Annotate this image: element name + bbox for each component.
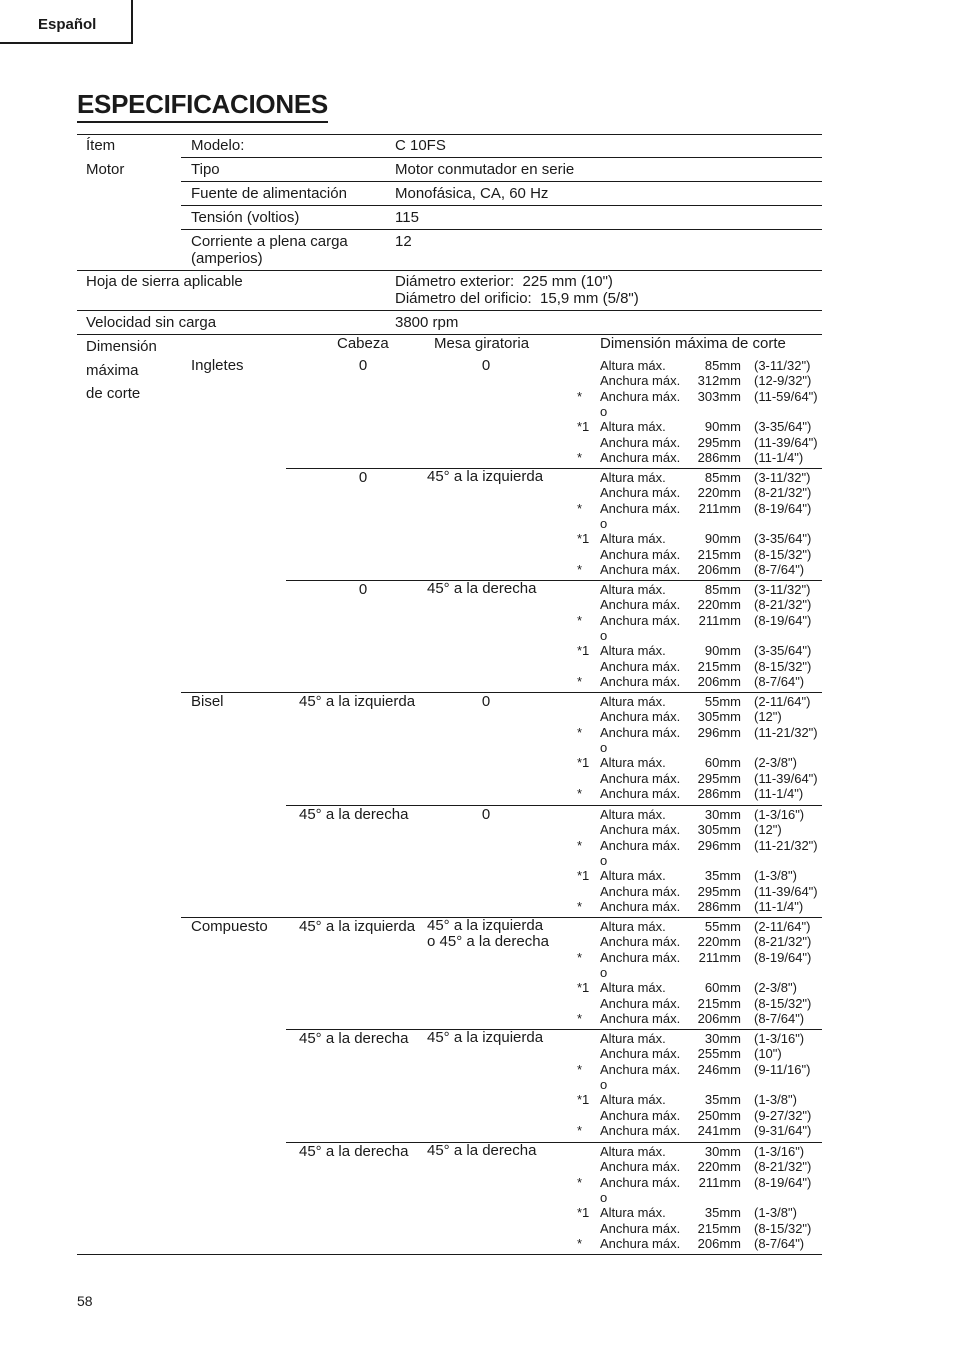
entry-label: o [600,852,608,868]
entry-mm: 303mm [697,388,741,404]
table-angle: 45° a la izquierda [427,1029,544,1046]
entry-inch: (1-3/8") [754,1092,797,1108]
entry-mm: 286mm [697,785,741,801]
table-angle: 0 [481,357,491,374]
entry-label: Altura máx. [600,868,666,884]
entry-inch: (1-3/16") [754,1144,805,1159]
entry-marker: *1 [577,980,590,996]
head-angle: 0 [358,357,368,374]
entry-mm: 296mm [697,837,741,853]
entry-label: Anchura máx. [600,546,681,562]
entry-inch: (9-31/64") [754,1122,812,1138]
entry-label: Anchura máx. [600,658,681,674]
entry-label: Altura máx. [600,980,666,996]
blade-value: Diámetro exterior: 225 mm (10") Diámetro del orificio: 15,9 mm (5/8") [395,273,639,307]
entry-mm: 215mm [697,995,741,1011]
entry-label: Altura máx. [600,755,666,771]
entry-marker: *1 [577,643,590,659]
entry-mm: 295mm [697,770,741,786]
head-angle: 45° a la izquierda [299,918,416,935]
entry-inch: (3-11/32") [754,470,811,485]
entry-mm: 35mm [704,1092,741,1108]
entry-inch: (8-15/32") [754,658,812,674]
entry-mm: 220mm [697,1159,741,1175]
entry-label: Altura máx. [600,470,666,485]
entry-marker: * [577,612,583,628]
entry-marker: * [577,724,583,740]
table-bottom-rule [77,1254,822,1255]
entry-mm: 305mm [697,709,741,725]
entry-mm: 55mm [704,919,741,934]
entry-label: Anchura máx. [600,1107,681,1123]
table-angle: 45° a la derecha [427,580,537,597]
voltage-value: 115 [395,209,419,226]
entry-label: o [600,403,608,419]
entry-marker: * [577,1010,583,1026]
entry-mm: 255mm [697,1046,741,1062]
current-value: 12 [395,233,412,250]
entry-inch: (12-9/32") [754,373,812,389]
row-rule [181,181,822,182]
entry-inch: (8-19/64") [754,949,812,965]
entry-mm: 215mm [697,1220,741,1236]
entry-inch: (8-19/64") [754,500,812,516]
entry-label: Anchura máx. [600,561,681,577]
entry-label: Altura máx. [600,358,666,373]
entry-inch: (2-11/64") [754,919,811,934]
entry-mm: 241mm [697,1122,741,1138]
entry-mm: 286mm [697,449,741,465]
entry-inch: (11-39/64") [754,770,818,786]
entry-label: Altura máx. [600,1205,666,1221]
entry-inch: (8-15/32") [754,1220,812,1236]
entry-label: o [600,739,608,755]
entry-label: Altura máx. [600,1092,666,1108]
entry-label: o [600,1076,608,1092]
entry-label: o [600,964,608,980]
entry-inch: (11-1/4") [754,785,804,801]
head-angle: 45° a la derecha [299,1030,409,1047]
power-source-label: Fuente de alimentación [191,185,347,202]
head-angle: 45° a la derecha [299,806,409,823]
entry-label: Anchura máx. [600,770,681,786]
entry-mm: 312mm [697,373,741,389]
entry-inch: (8-21/32") [754,934,812,950]
entry-mm: 60mm [704,980,741,996]
item-label: Ítem [86,137,116,154]
entry-label: o [600,627,608,643]
entry-inch: (2-3/8") [754,980,797,996]
entry-inch: (8-21/32") [754,1159,812,1175]
entry-label: Anchura máx. [600,837,681,853]
entry-label: Anchura máx. [600,1046,681,1062]
column-table-label: Mesa giratoria [434,335,530,352]
entry-label: Anchura máx. [600,500,681,516]
table-angle: 45° a la derecha [427,1142,537,1159]
entry-inch: (11-1/4") [754,449,804,465]
entry-inch: (10") [754,1046,782,1062]
entry-label: Anchura máx. [600,1174,681,1190]
entry-mm: 85mm [704,358,741,373]
entry-inch: (11-21/32") [754,837,818,853]
entry-mm: 295mm [697,883,741,899]
entry-mm: 60mm [704,755,741,771]
entry-label: Anchura máx. [600,612,681,628]
entry-label: Altura máx. [600,531,666,547]
entry-mm: 211mm [698,500,741,516]
entry-mm: 211mm [698,1174,741,1190]
entry-label: Altura máx. [600,419,666,435]
entry-mm: 85mm [704,582,741,597]
column-dimension-label: Dimensión máxima de corte [600,335,786,352]
entry-label: Anchura máx. [600,1235,681,1251]
row-rule [181,157,822,158]
entry-mm: 286mm [697,898,741,914]
entry-inch: (11-1/4") [754,898,804,914]
entry-mm: 206mm [697,1010,741,1026]
entry-mm: 206mm [697,561,741,577]
cut-group-label: Bisel [191,693,224,710]
table-angle: 45° a la izquierda [427,468,544,485]
entry-marker: * [577,949,583,965]
entry-inch: (3-35/64") [754,531,812,547]
entry-mm: 90mm [704,531,741,547]
entry-marker: *1 [577,868,590,884]
entry-marker: * [577,785,583,801]
entry-mm: 55mm [704,694,741,709]
table-angle: 45° a la izquierda o 45° a la derecha [427,917,549,950]
entry-mm: 215mm [697,546,741,562]
speed-value: 3800 rpm [395,314,459,331]
row-rule [77,310,822,311]
entry-marker: * [577,561,583,577]
voltage-label: Tensión (voltios) [191,209,300,226]
entry-mm: 215mm [697,658,741,674]
page-number: 58 [77,1293,93,1309]
entry-label: Anchura máx. [600,673,681,689]
entry-inch: (1-3/8") [754,868,797,884]
entry-inch: (11-39/64") [754,883,818,899]
entry-marker: *1 [577,755,590,771]
row-rule [181,205,822,206]
entry-mm: 296mm [697,724,741,740]
entry-marker: * [577,1174,583,1190]
entry-inch: (1-3/16") [754,807,805,822]
entry-inch: (1-3/8") [754,1205,797,1221]
entry-inch: (8-7/64") [754,1235,805,1251]
entry-inch: (3-11/32") [754,358,811,373]
row-rule [77,270,822,271]
entry-mm: 211mm [698,949,741,965]
entry-inch: (12") [754,822,782,838]
entry-inch: (8-19/64") [754,612,812,628]
entry-label: Anchura máx. [600,485,681,501]
entry-label: Anchura máx. [600,1220,681,1236]
entry-label: Anchura máx. [600,785,681,801]
table-angle: 0 [481,693,491,710]
entry-label: Altura máx. [600,1031,666,1046]
entry-label: Anchura máx. [600,373,681,389]
entry-marker: * [577,673,583,689]
entry-mm: 220mm [697,934,741,950]
entry-label: o [600,1189,608,1205]
entry-label: Anchura máx. [600,1061,681,1077]
head-angle: 45° a la izquierda [299,693,416,710]
entry-marker: * [577,449,583,465]
entry-label: Anchura máx. [600,724,681,740]
entry-mm: 35mm [704,868,741,884]
cut-group-label: Compuesto [191,918,268,935]
head-angle: 0 [358,469,368,486]
entry-marker: *1 [577,419,590,435]
motor-type-value: Motor conmutador en serie [395,161,575,178]
entry-marker: * [577,1235,583,1251]
entry-label: Anchura máx. [600,822,681,838]
entry-inch: (9-11/16") [754,1061,811,1077]
entry-label: Anchura máx. [600,597,681,613]
row-rule [181,229,822,230]
entry-inch: (3-35/64") [754,419,812,435]
entry-inch: (8-15/32") [754,995,812,1011]
entry-mm: 35mm [704,1205,741,1221]
entry-mm: 246mm [697,1061,741,1077]
entry-inch: (8-7/64") [754,1010,805,1026]
entry-inch: (8-19/64") [754,1174,812,1190]
entry-mm: 220mm [697,485,741,501]
entry-label: Anchura máx. [600,1122,681,1138]
entry-label: Anchura máx. [600,449,681,465]
entry-mm: 211mm [698,612,741,628]
speed-label: Velocidad sin carga [86,314,217,331]
entry-mm: 30mm [704,807,741,822]
entry-inch: (3-35/64") [754,643,812,659]
entry-label: Anchura máx. [600,1159,681,1175]
entry-inch: (11-39/64") [754,434,818,450]
entry-inch: (8-15/32") [754,546,812,562]
entry-label: Anchura máx. [600,898,681,914]
entry-marker: * [577,1122,583,1138]
entry-marker: * [577,388,583,404]
motor-label: Motor [86,161,125,178]
power-source-value: Monofásica, CA, 60 Hz [395,185,549,202]
entry-marker: * [577,898,583,914]
column-head-label: Cabeza [337,335,389,352]
entry-mm: 295mm [697,434,741,450]
entry-mm: 206mm [697,1235,741,1251]
cut-group-label: Ingletes [191,357,244,374]
entry-label: Altura máx. [600,694,666,709]
entry-label: Anchura máx. [600,934,681,950]
table-angle: 0 [481,806,491,823]
blade-label: Hoja de sierra aplicable [86,273,243,290]
entry-label: Anchura máx. [600,1010,681,1026]
entry-inch: (9-27/32") [754,1107,812,1123]
entry-inch: (8-7/64") [754,561,805,577]
head-angle: 45° a la derecha [299,1143,409,1160]
entry-label: Altura máx. [600,919,666,934]
cut-dimension-label: Dimensión máxima de corte [86,338,157,402]
motor-type-label: Tipo [191,161,220,178]
entry-marker: * [577,1061,583,1077]
entry-inch: (11-59/64") [754,388,818,404]
entry-marker: *1 [577,1205,590,1221]
entry-mm: 305mm [697,822,741,838]
language-tab: Español [0,0,133,44]
entry-inch: (12") [754,709,782,725]
entry-mm: 90mm [704,643,741,659]
entry-inch: (8-7/64") [754,673,805,689]
entry-inch: (8-21/32") [754,485,812,501]
entry-marker: * [577,837,583,853]
table-top-rule [77,134,822,135]
entry-mm: 85mm [704,470,741,485]
entry-label: Altura máx. [600,582,666,597]
entry-mm: 90mm [704,419,741,435]
entry-inch: (1-3/16") [754,1031,805,1046]
entry-mm: 206mm [697,673,741,689]
model-value: C 10FS [395,137,446,154]
entry-marker: *1 [577,1092,590,1108]
entry-inch: (11-21/32") [754,724,818,740]
entry-label: Anchura máx. [600,388,681,404]
entry-mm: 30mm [704,1144,741,1159]
entry-mm: 250mm [697,1107,741,1123]
entry-label: Anchura máx. [600,434,681,450]
entry-label: Altura máx. [600,643,666,659]
entry-label: Altura máx. [600,1144,666,1159]
entry-marker: *1 [577,531,590,547]
entry-label: o [600,515,608,531]
entry-label: Anchura máx. [600,709,681,725]
entry-inch: (8-21/32") [754,597,812,613]
entry-label: Altura máx. [600,807,666,822]
entry-marker: * [577,500,583,516]
current-label: Corriente a plena carga (amperios) [191,233,348,267]
entry-inch: (2-11/64") [754,694,811,709]
entry-inch: (3-11/32") [754,582,811,597]
entry-mm: 30mm [704,1031,741,1046]
head-angle: 0 [358,581,368,598]
model-label: Modelo: [191,137,245,154]
entry-mm: 220mm [697,597,741,613]
entry-label: Anchura máx. [600,995,681,1011]
entry-label: Anchura máx. [600,883,681,899]
entry-inch: (2-3/8") [754,755,797,771]
page-title: ESPECIFICACIONES [77,88,328,123]
entry-label: Anchura máx. [600,949,681,965]
